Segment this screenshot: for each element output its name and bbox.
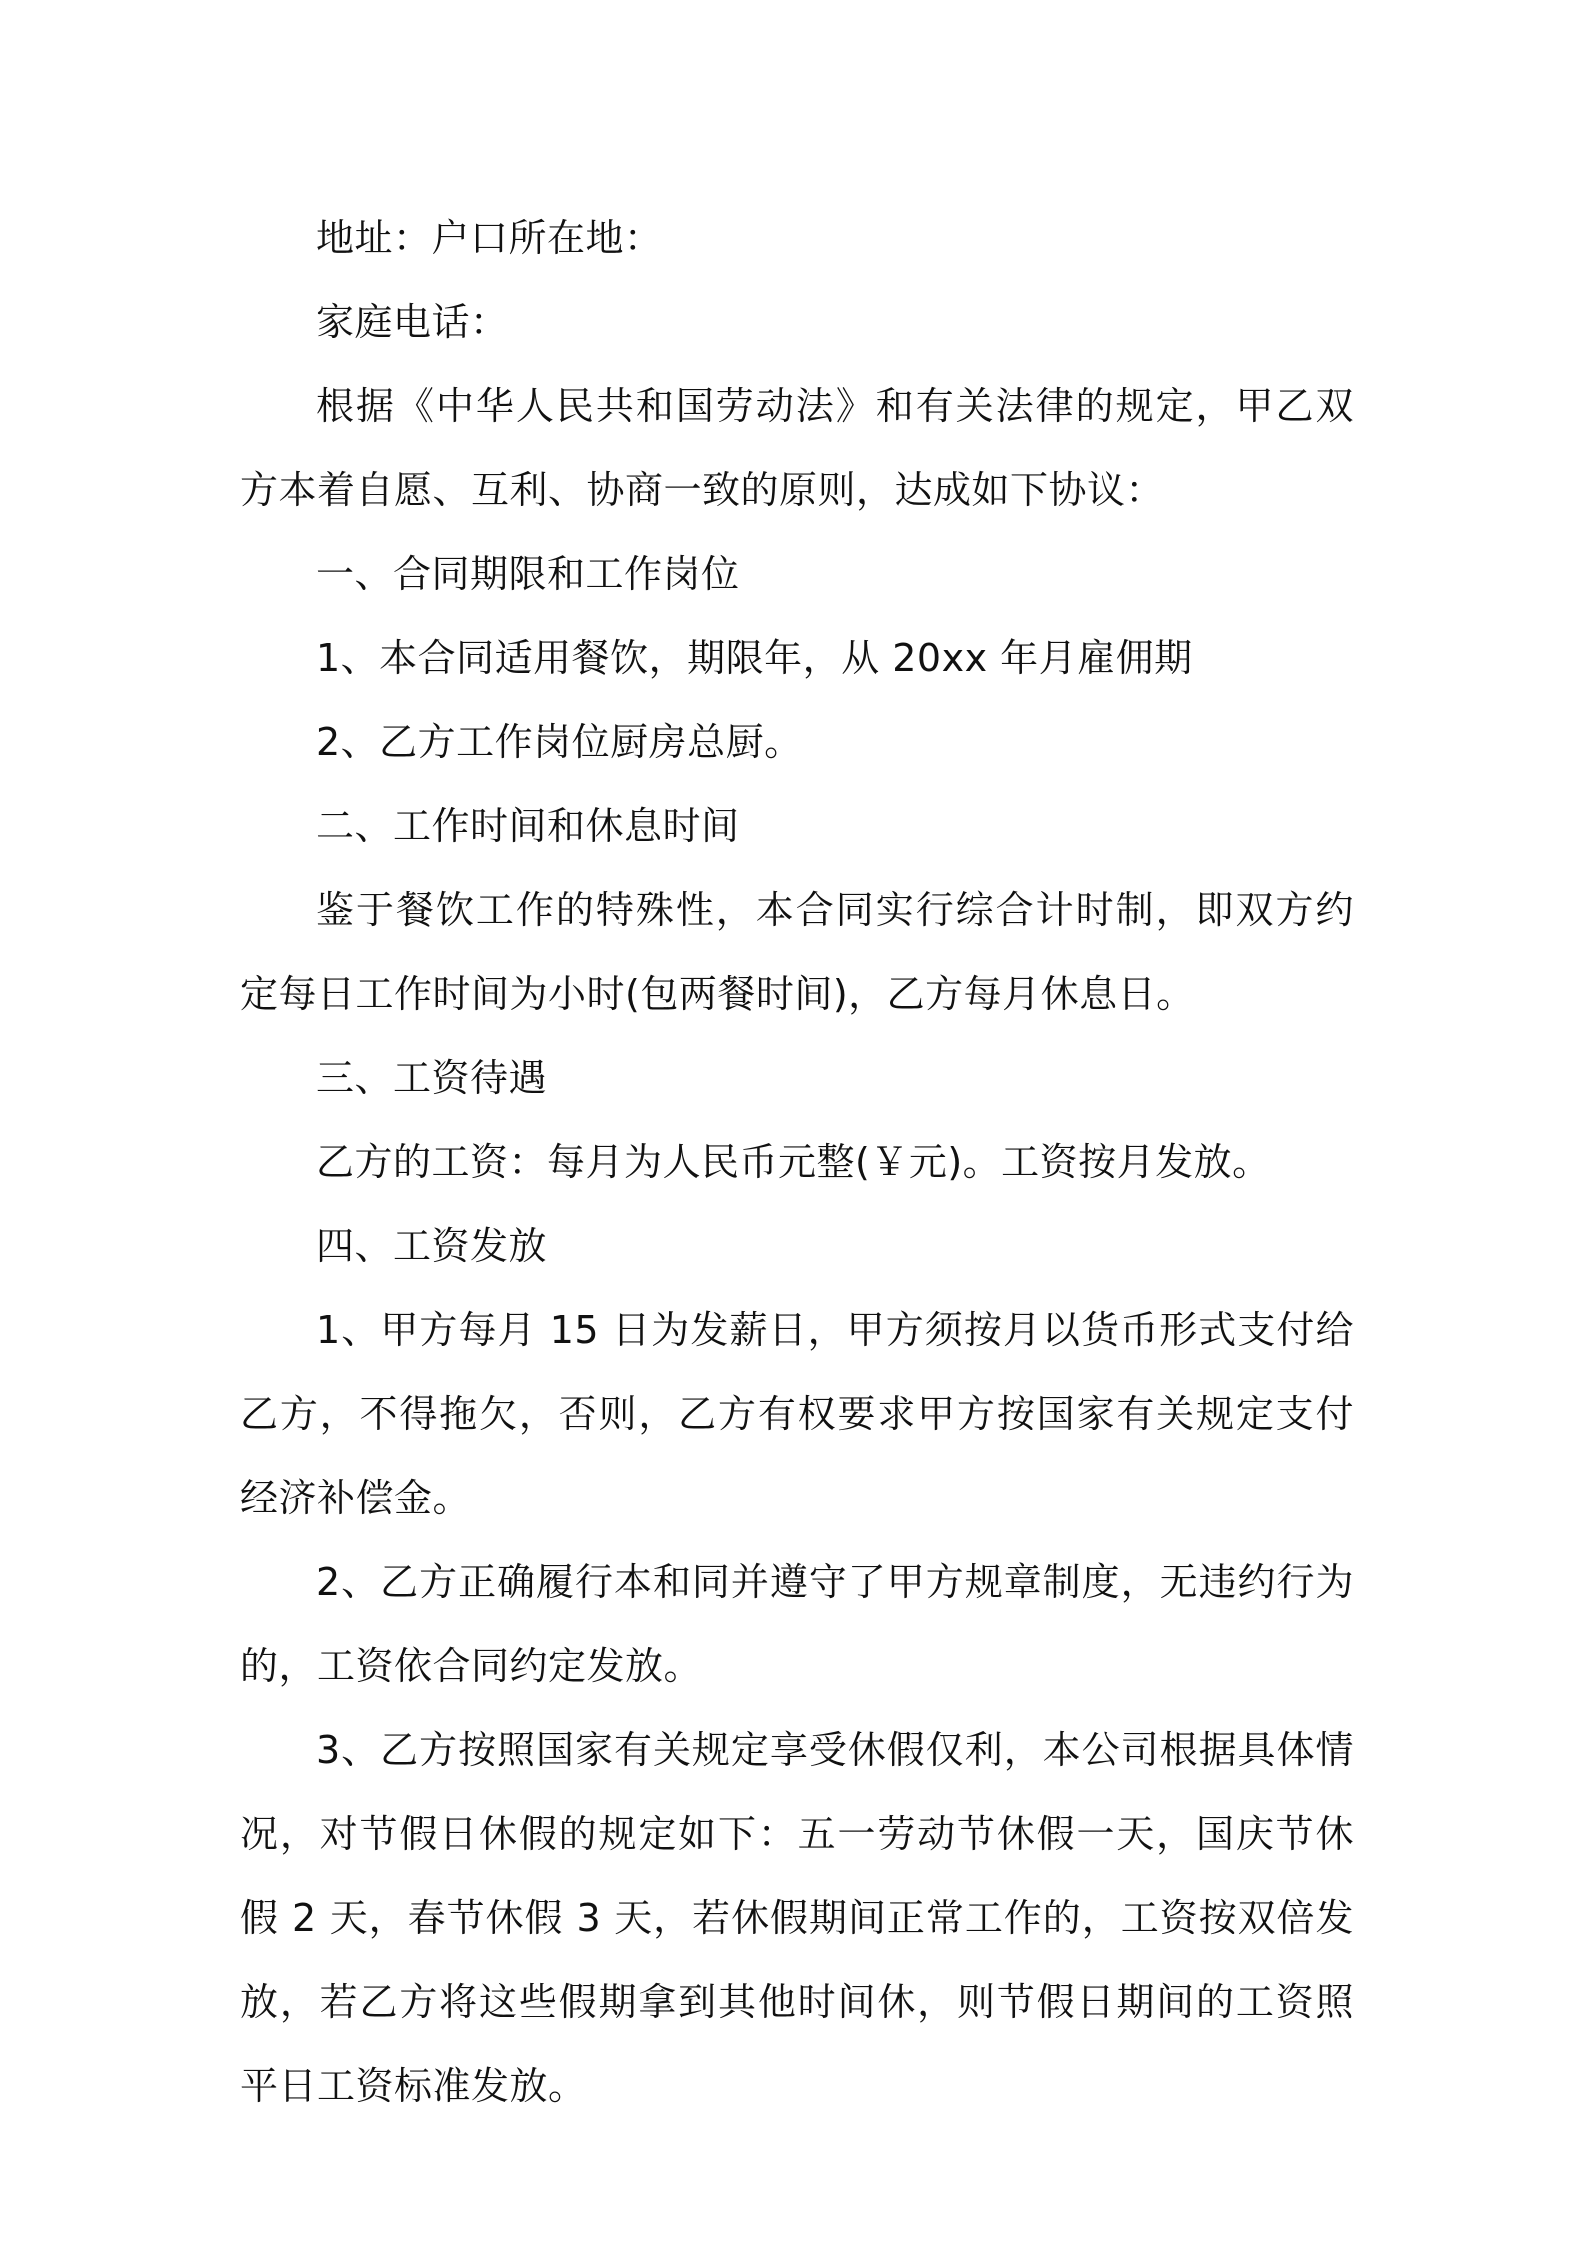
clause-1-2: 2、乙方工作岗位厨房总厨。	[316, 720, 803, 764]
address-line: 地址：户口所在地：	[316, 216, 663, 260]
section-heading-3: 三、工资待遇	[316, 1056, 548, 1100]
work-hours-paragraph: 鉴于餐饮工作的特殊性，本合同实行综合计时制，即双方约定每日工作时间为小时(包两餐时间)，乙方每月休息日。	[240, 888, 1354, 1016]
salary-paragraph: 乙方的工资：每月为人民币元整(￥元)。工资按月发放。	[316, 1140, 1271, 1184]
clause-4-3: 3、乙方按照国家有关规定享受休假仅利，本公司根据具体情况，对节假日休假的规定如下：五一劳动节休假一天，国庆节休假 2 天，春节休假 3 天，若休假期间正常工作的，工资按双倍发放，若乙方将这些假期拿到其他时间休，则节假日期间的工资照平日工资标准发放。	[240, 1728, 1354, 2108]
section-heading-1: 一、合同期限和工作岗位	[316, 552, 740, 596]
section-heading-4: 四、工资发放	[316, 1224, 548, 1268]
document-body	[240, 196, 1354, 2128]
preamble-paragraph: 根据《中华人民共和国劳动法》和有关法律的规定，甲乙双方本着自愿、互利、协商一致的原则，达成如下协议：	[240, 384, 1354, 512]
clause-4-2: 2、乙方正确履行本和同并遵守了甲方规章制度，无违约行为的，工资依合同约定发放。	[240, 1560, 1354, 1688]
home-phone-line: 家庭电话：	[316, 300, 509, 344]
clause-4-1: 1、甲方每月 15 日为发薪日，甲方须按月以货币形式支付给乙方，不得拖欠，否则，乙方有权要求甲方按国家有关规定支付经济补偿金。	[240, 1308, 1354, 1520]
clause-1-1: 1、本合同适用餐饮，期限年，从 20xx 年月雇佣期	[316, 636, 1193, 680]
section-heading-2: 二、工作时间和休息时间	[316, 804, 740, 848]
